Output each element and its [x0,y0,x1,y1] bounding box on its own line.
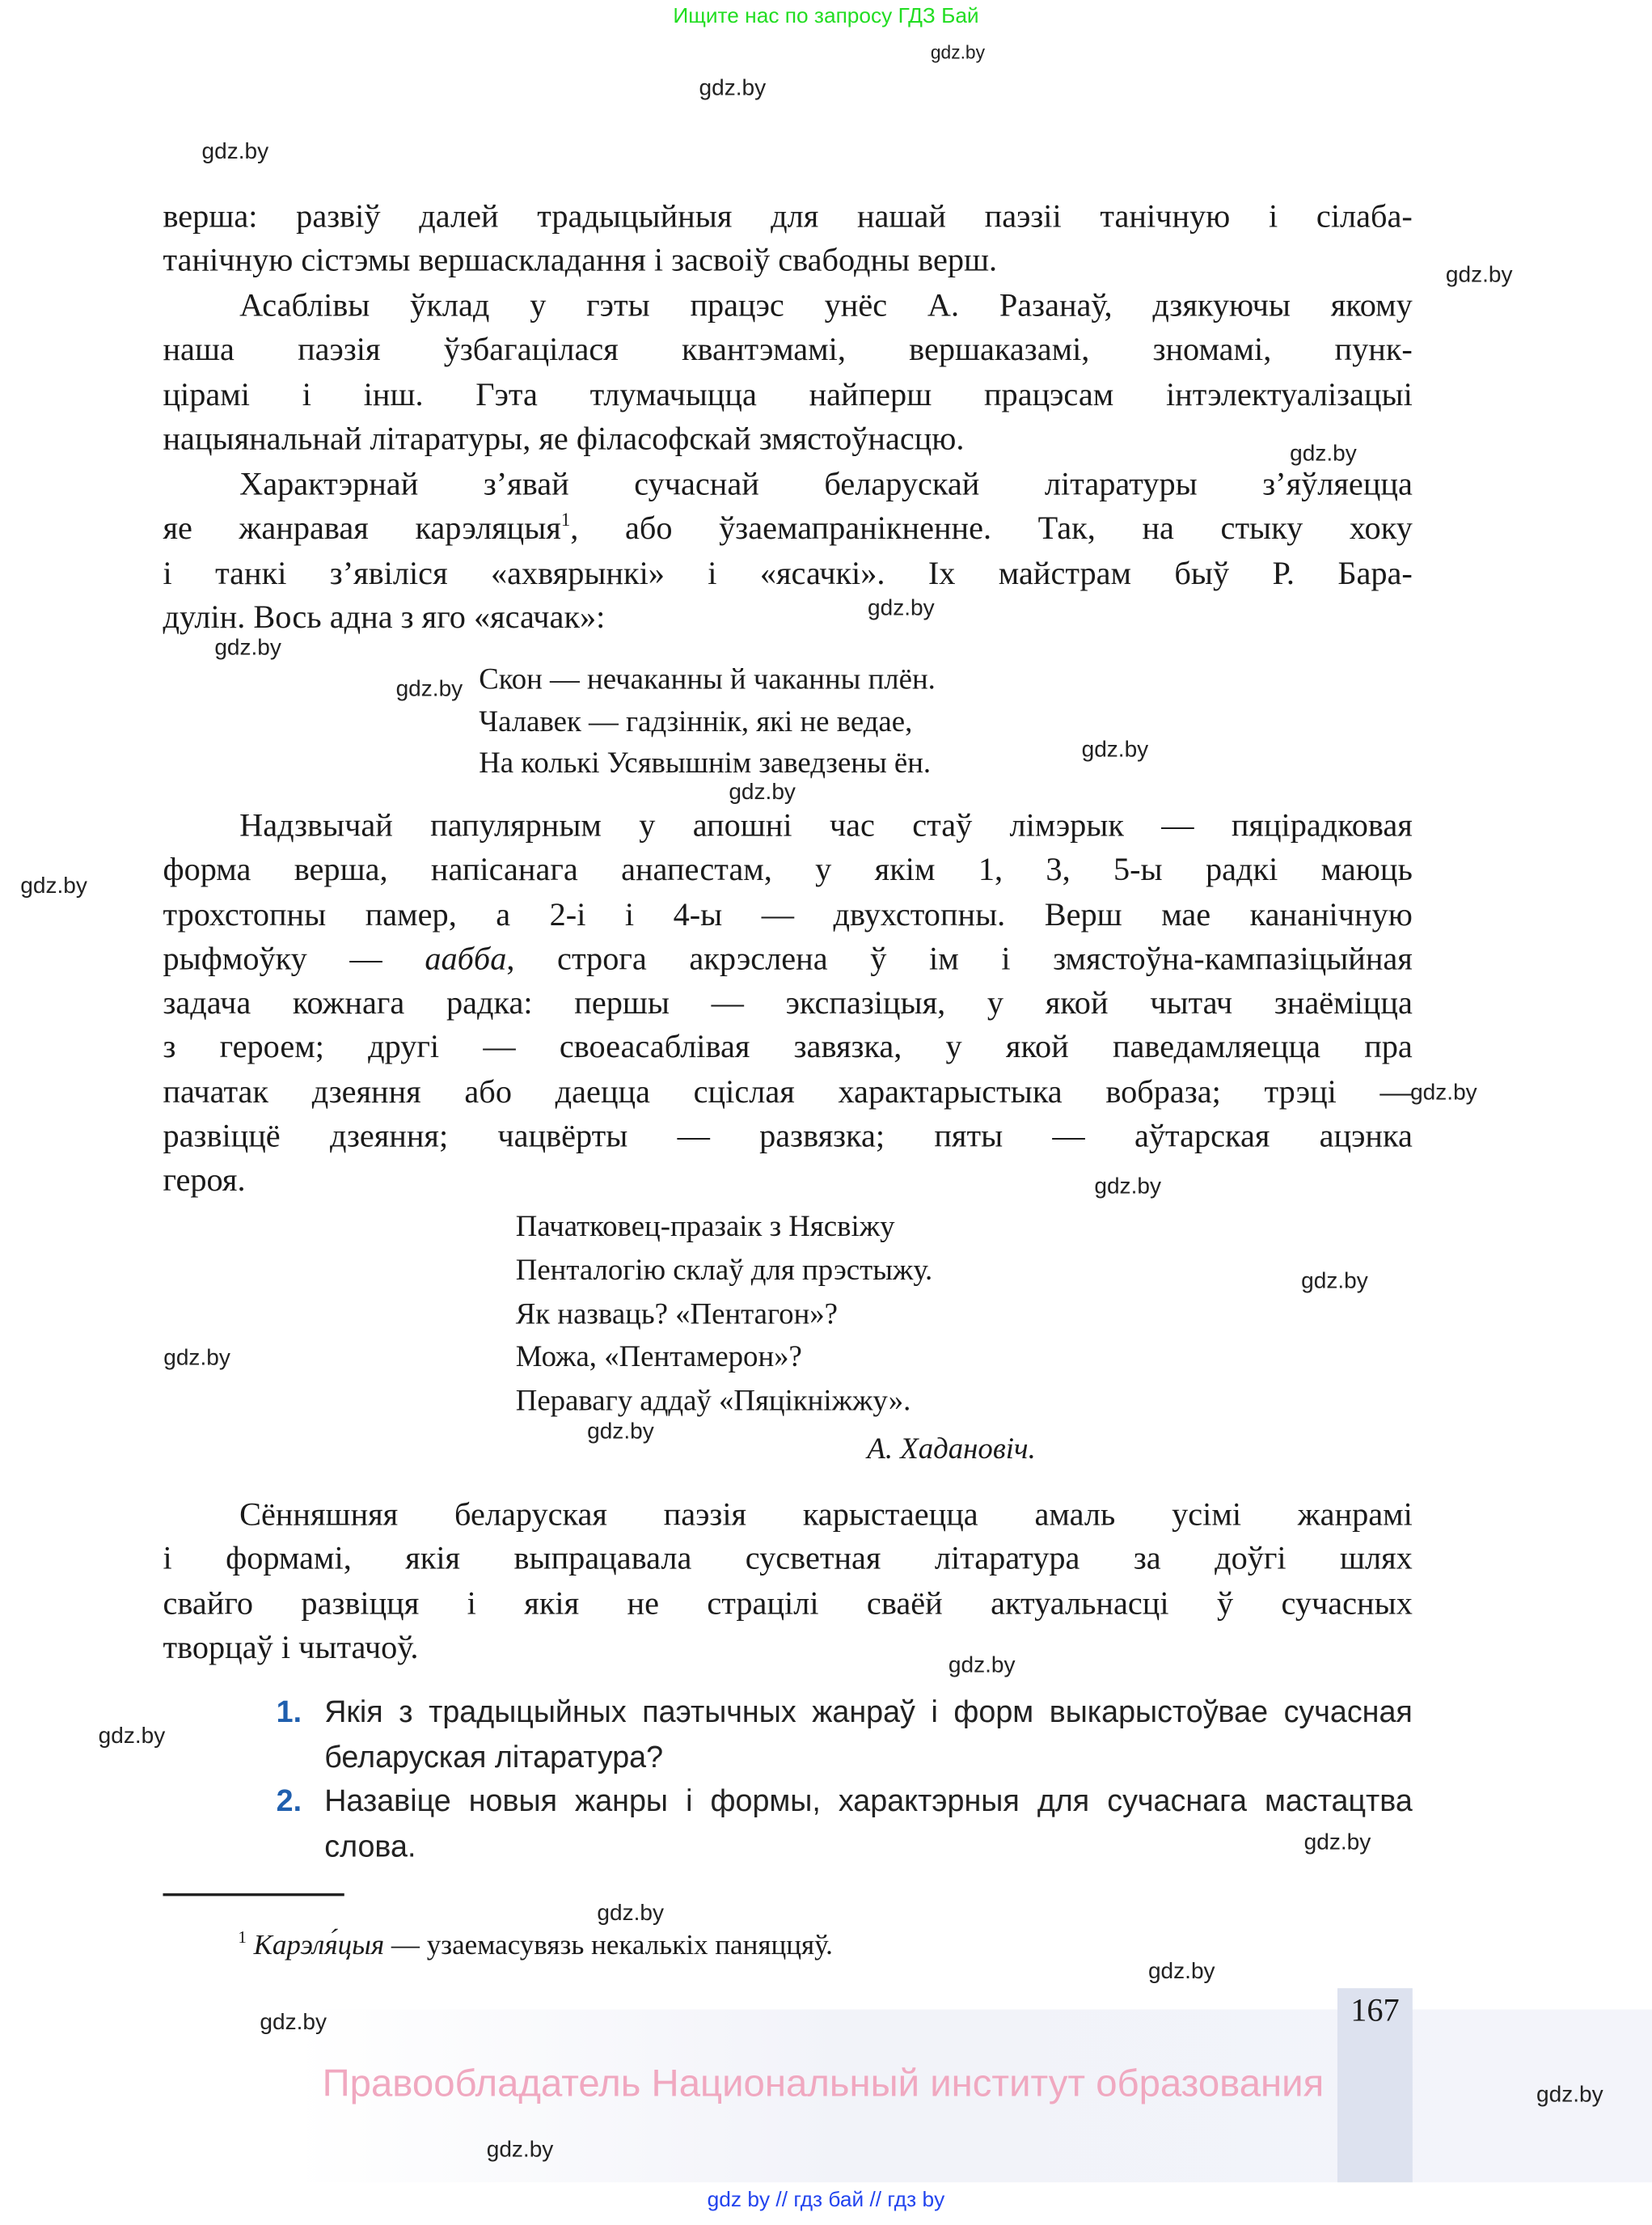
question-number: 1. [276,1694,302,1729]
watermark[interactable]: gdz.by [868,596,935,621]
question-line: Якія з традыцыйных паэтычных жанраў і форм выкарыстоўвае сучасная [324,1694,1413,1729]
emphasis: аабба [425,940,507,976]
text-line: творцаў і чытачоў. [163,1629,419,1665]
question-number: 2. [276,1784,302,1819]
text-line: Асаблівы ўклад у гэты працэс унёс А. Разанаў, дзякуючы якому [239,287,1413,324]
top-banner[interactable]: Ищите нас по запросу ГДЗ Бай [673,4,979,29]
text-line: форма верша, напісанага анапестам, у якім 1, 3, 5-ы радкі маюць [163,852,1413,888]
text-line: задача кожнага радка: першы — экспазіцыя, у якой чытач знаёміцца [163,984,1413,1021]
footnote [238,1927,832,1963]
text-line: Скон — нечаканны й чаканны плён. [479,662,936,696]
watermark[interactable]: gdz.by [729,780,796,806]
text-segment: рыфмоўку — [163,940,425,976]
text-line: героя. [163,1161,246,1198]
footnote-mark: 1 [238,1927,247,1948]
watermark[interactable]: gdz.by [1445,263,1513,288]
watermark[interactable]: gdz.by [201,140,269,165]
text-line: трохстопны памер, а 2-і і 4-ы — двухстопны. Верш мае кананічную [163,896,1413,933]
watermark[interactable]: gdz.by [948,1653,1016,1678]
text-line: Чалавек — гадзіннік, які не ведае, [479,703,913,738]
page-number: 167 [1350,1992,1400,2028]
bottom-links[interactable]: gdz by // гдз бай // гдз by [707,2188,945,2213]
text-line: Перавагу аддаў «Пяцікніжжу». [515,1383,911,1418]
copyright-notice: Правообладатель Национальный институт образования [322,2062,1325,2104]
question-line: Назавіце новыя жанры і формы, характэрныя для сучаснага мастацтва [324,1784,1413,1819]
footnote-definition: — узаемасувязь некалькіх паняццяў. [384,1930,833,1961]
text-line: верша: развіў далей традыцыйныя для нашай паэзіі танічную і сілаба- [163,198,1413,235]
watermark[interactable]: gdz.by [1147,1960,1215,1984]
watermark[interactable]: gdz.by [98,1724,166,1749]
watermark[interactable]: gdz.by [1290,442,1357,467]
question-line: слова. [324,1829,416,1864]
text-line: Характэрнай з’явай сучаснай беларускай літаратуры з’яўляецца [239,465,1413,501]
watermark[interactable]: gdz.by [1081,738,1149,763]
text-line: Пачатковец-празаік з Нясвіжу [515,1208,895,1243]
text-line: Сённяшняя беларуская паэзія карыстаецца амаль усімі жанрамі [239,1496,1413,1533]
text-segment: яе жанравая карэляцыя [163,510,561,546]
text-line: і формамі, якія выпрацавала сусветная літаратура за доўгі шлях [163,1541,1413,1576]
watermark[interactable]: gdz.by [395,677,463,702]
text-line: Як назваць? «Пентагон»? [515,1296,839,1330]
footnote-rule [163,1893,344,1896]
footnote-term: Карэля́цыя [253,1930,385,1961]
text-line: дулін. Вось адна з яго «ясачак»: [163,599,606,635]
poem-author: А. Хадановіч. [867,1431,1036,1466]
text-segment: , строга акрэслена ў ім і змястоўна-кампазіцыйная [506,940,1413,976]
watermark[interactable]: gdz.by [699,76,767,101]
watermark[interactable]: gdz.by [1303,1830,1371,1855]
watermark[interactable]: gdz.by [260,2011,327,2036]
footnote-ref: 1 [560,509,571,531]
text-line: з героем; другі — своеасаблівая завязка, у якой паведамляецца пра [163,1029,1413,1065]
text-line: На колькі Усявышнім заведзены ён. [479,745,932,780]
text-line: нацыянальнай літаратуры, яе філасофскай змястоўнасцю. [163,421,965,457]
watermark[interactable]: gdz.by [486,2138,554,2163]
watermark[interactable]: gdz.by [1094,1174,1161,1199]
text-line: развіццё дзеяння; чацвёрты — развязка; пяты — аўтарская ацэнка [163,1117,1413,1153]
watermark[interactable]: gdz.by [20,874,87,899]
question-line: беларуская літаратура? [324,1740,664,1775]
text-line: пачатак дзеяння або даецца сціслая характарыстыка вобраза; трэці — [163,1073,1413,1110]
text-line [163,506,1412,550]
watermark[interactable]: gdz.by [1410,1081,1477,1106]
text-line: свайго развіцця і якія не страцілі сваёй актуальнасці ў сучасных [163,1584,1413,1621]
watermark[interactable]: gdz.by [1301,1269,1368,1294]
text-line: наша паэзія ўзбагацілася квантэмамі, вершаказамі, зномамі, пунк- [163,332,1413,368]
text-line: цірамі і інш. Гэта тлумачыцца найперш працэсам інтэлектуалізацыі [163,376,1413,412]
watermark[interactable]: gdz.by [930,41,985,63]
watermark[interactable]: gdz.by [597,1901,664,1927]
watermark[interactable]: gdz.by [587,1419,654,1445]
text-line: Пенталогію склаў для прэстыжу. [515,1252,933,1287]
text-line [163,937,1412,980]
text-line: Можа, «Пентамерон»? [515,1339,802,1374]
text-line: танічную сістэмы вершаскладання і засвоіў свабодны верш. [163,243,998,279]
text-segment: , або ўзаемапранікненне. Так, на стыку хоку [570,510,1413,546]
text-line: Надзвычай папулярным у апошні час стаў лімэрык — пяцірадковая [239,807,1413,844]
watermark[interactable]: gdz.by [214,636,281,661]
text-line: і танкі з’явіліся «ахвярынкі» і «ясачкі». Іх майстрам быў Р. Бара- [163,554,1413,590]
watermark[interactable]: gdz.by [163,1346,230,1371]
watermark[interactable]: gdz.by [1536,2083,1603,2108]
